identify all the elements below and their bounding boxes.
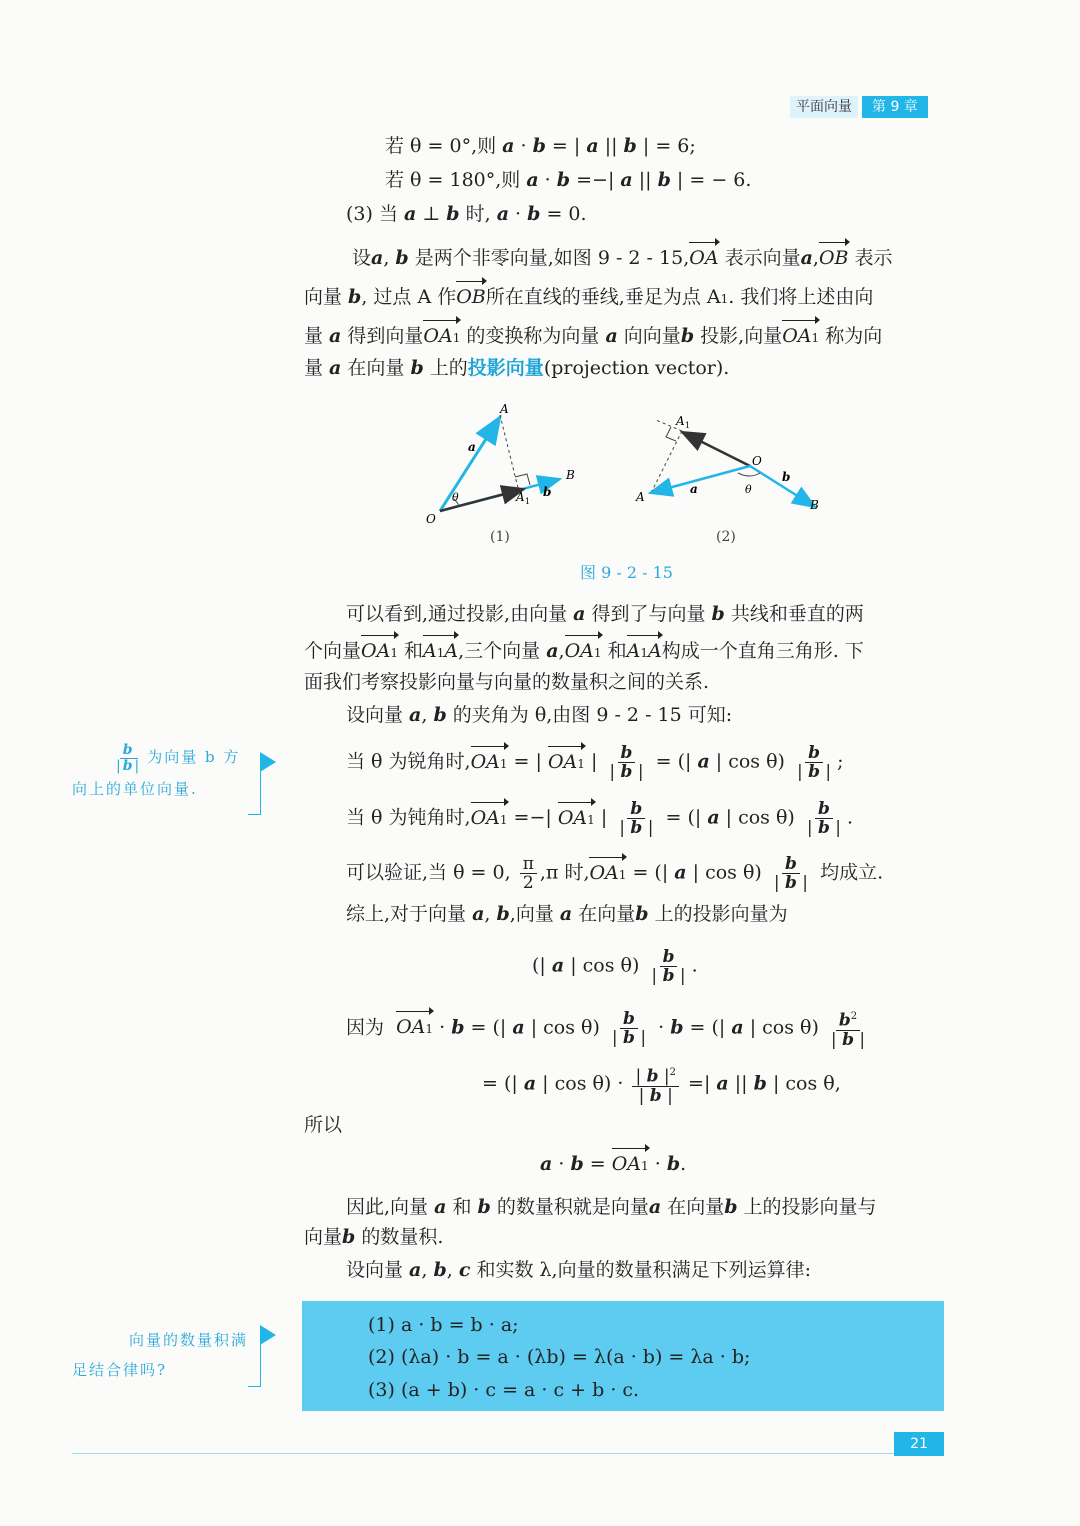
- term-projection-vector: 投影向量: [467, 357, 544, 379]
- law-distributive: (3) (a + b) · c = a · c + b · c.: [368, 1379, 640, 1401]
- note-bracket-2: [248, 1336, 261, 1387]
- para-summary: 综上,对于向量 a, b,向量 a 在向量b 上的投影向量为: [346, 903, 788, 925]
- svg-text:b: b: [543, 485, 552, 499]
- case-zero: 若 θ = 0°,则 a · b = | a || b | = 6;: [385, 135, 696, 157]
- para-observe-2: 个向量OA1 和A1A,三个向量 a,OA1 和A1A构成一个直角三角形. 下: [304, 639, 864, 665]
- para-angle: 设向量 a, b 的夹角为 θ,由图 9 - 2 - 15 可知:: [346, 704, 733, 726]
- formula-acute: 当 θ 为锐角时,OA1 = | OA1 | $\frac{b}{| b |}$ = (| a | cos θ) $\frac{b}{| b |}$ ;: [346, 743, 844, 782]
- svg-text:b: b: [782, 470, 791, 484]
- page-number: 21: [894, 1432, 944, 1456]
- chapter-label: 第 9 章: [862, 96, 928, 118]
- formula-because-2: = (| a | cos θ) · $\frac{| b |^2}{| b |}$ =| a || b | cos θ,: [482, 1064, 841, 1105]
- para-definition-2: 向量 b, 过点 A 作OB所在直线的垂线,垂足为点 A1. 我们将上述由向: [304, 286, 874, 308]
- para-conclusion-1: 因此,向量 a 和 b 的数量积就是向量a 在向量b 上的投影向量与: [346, 1196, 877, 1218]
- figure-caption: 图 9 - 2 - 15: [580, 563, 673, 582]
- law-scalar: (2) (λa) · b = a · (λb) = λ(a · b) = λa · b;: [368, 1346, 751, 1368]
- svg-text:B: B: [566, 468, 575, 482]
- margin-note-associative: 向量的数量积满 足结合律吗?: [72, 1331, 248, 1379]
- svg-text:1: 1: [685, 421, 691, 430]
- label-so: 所以: [304, 1114, 343, 1136]
- margin-note-unit-vector: $\frac{b}{|b|}$ 为向量 b 方 向上的单位向量.: [72, 741, 241, 798]
- para-conclusion-2: 向量b 的数量积.: [304, 1226, 444, 1248]
- laws-box: [302, 1301, 944, 1411]
- law-commutative: (1) a · b = b · a;: [368, 1314, 519, 1336]
- footer-rule: [72, 1453, 894, 1454]
- section-title: 平面向量: [790, 96, 858, 118]
- svg-text:A: A: [500, 402, 509, 416]
- formula-because: 因为 OA1 · b = (| a | cos θ) $\frac{b}{| b |}$ · b = (| a | cos θ) $\frac{b^2}{| b |}$: [346, 1008, 866, 1050]
- para-observe-1: 可以看到,通过投影,由向量 a 得到了与向量 b 共线和垂直的两: [346, 603, 864, 625]
- flag-icon-2: [260, 1325, 276, 1345]
- svg-text:a: a: [690, 482, 698, 496]
- para-definition-3: 量 a 得到向量OA1 的变换称为向量 a 向向量b 投影,向量OA1 称为向: [304, 324, 882, 350]
- para-definition-1: 设a, b 是两个非零向量,如图 9 - 2 - 15,OA 表示向量a,OB 表示: [352, 247, 893, 269]
- case-perpendicular: (3) 当 a ⊥ b 时, a · b = 0.: [346, 203, 587, 225]
- chapter-header: [790, 96, 928, 118]
- figure-9-2-15: [420, 395, 840, 555]
- svg-text:θ: θ: [745, 483, 752, 496]
- formula-verify: 可以验证,当 θ = 0, $\frac{\pi}{2}$ ,π 时,OA1 = (| a | cos θ) $\frac{b}{| b |}$ 均成立.: [346, 854, 884, 893]
- svg-text:θ: θ: [452, 491, 459, 504]
- note-bracket: [248, 762, 261, 815]
- svg-text:O: O: [752, 454, 762, 468]
- figure-label-2: (2): [716, 529, 736, 545]
- para-laws-intro: 设向量 a, b, c 和实数 λ,向量的数量积满足下列运算律:: [346, 1259, 811, 1281]
- svg-text:B: B: [810, 498, 819, 512]
- figure-label-1: (1): [490, 529, 510, 545]
- flag-icon: [260, 752, 276, 772]
- case-180: 若 θ = 180°,则 a · b =−| a || b | = − 6.: [385, 169, 752, 191]
- svg-text:A: A: [676, 414, 685, 428]
- svg-text:A: A: [636, 490, 645, 504]
- svg-text:a: a: [468, 440, 476, 454]
- formula-obtuse: 当 θ 为钝角时,OA1 =−| OA1 | $\frac{b}{| b |}$ = (| a | cos θ) $\frac{b}{| b |}$ .: [346, 799, 854, 838]
- para-definition-4: 量 a 在向量 b 上的投影向量(projection vector).: [304, 357, 730, 379]
- formula-projection: (| a | cos θ) $\frac{b}{| b |}$ .: [532, 947, 698, 986]
- svg-text:1: 1: [525, 497, 531, 506]
- formula-result: a · b = OA1 · b.: [540, 1152, 686, 1178]
- svg-text:A: A: [516, 490, 525, 504]
- svg-text:O: O: [426, 512, 436, 526]
- para-observe-3: 面我们考察投影向量与向量的数量积之间的关系.: [304, 671, 710, 693]
